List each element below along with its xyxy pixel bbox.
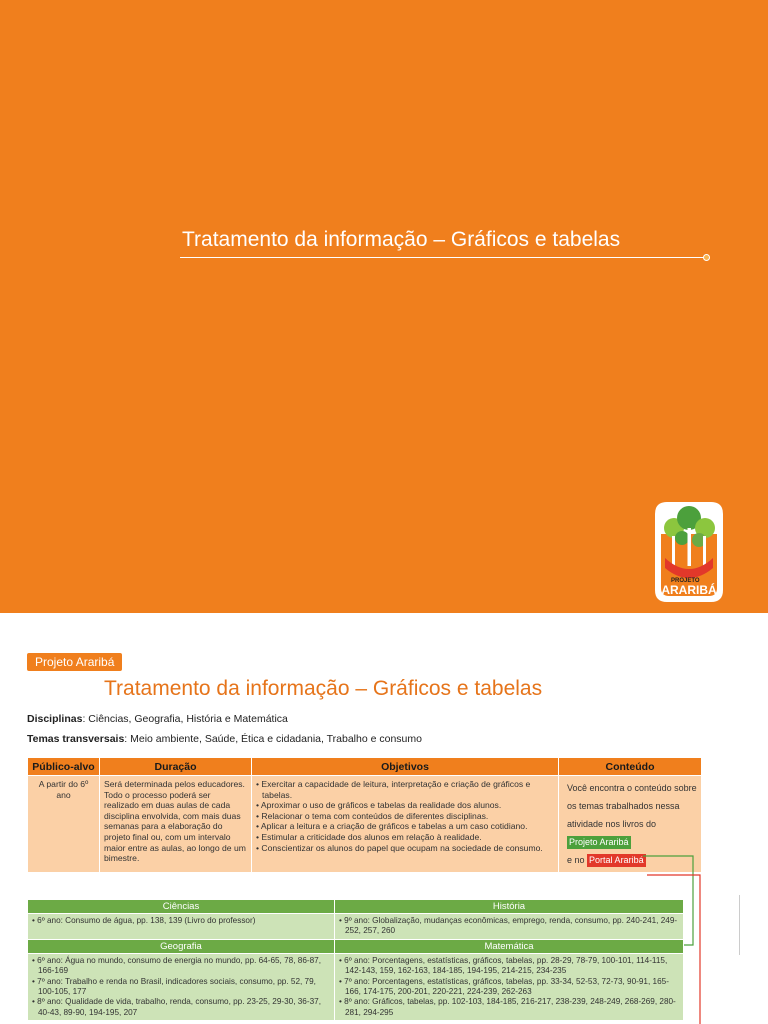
disciplinas-value: : Ciências, Geografia, História e Matemática [82,713,288,725]
header-conteudo: Conteúdo [559,758,702,776]
duracao-cell: Será determinada pelos educadores. Todo o processo poderá ser realizado em duas aulas de cada disciplina envolvida, com mais duas semanas para a elaboração do projeto final ou, com um intervalo maior entre as aulas, ao longo de um bimestre. [100,776,252,873]
grid-row [28,914,684,940]
temas-value: : Meio ambiente, Saúde, Ética e cidadania, Trabalho e consumo [124,733,422,745]
temas-label: Temas transversais [27,733,125,745]
grid-row [28,953,684,1020]
ciencias-item: • 6º ano: Consumo de água, pp. 138, 139 (Livro do professor) [32,916,256,925]
geografia-header: Geografia [28,939,335,953]
ciencias-cell [28,914,335,940]
logo-text-top: PROJETO [671,578,700,584]
cover-title: Tratamento da informação – Gráficos e tabelas [182,228,621,251]
temas-line [27,733,422,745]
cover-title-underline [180,257,704,258]
matematica-item: • 8º ano: Gráficos, tabelas, pp. 102-103, 184-185, 216-217, 238-239, 248-249, 268-269, 280-281, 294-295 [339,997,676,1017]
objetivo-item: • Conscientizar os alunos do papel que ocupam na sociedade de consumo. [256,842,543,853]
objetivo-item: • Estimular a criticidade dos alunos em relação à realidade. [256,831,482,842]
objetivo-item: • Aproximar o uso de gráficos e tabelas da realidade dos alunos. [256,800,502,811]
disciplinas-label: Disciplinas [27,713,83,725]
geografia-item: • 6º ano: Água no mundo, consumo de energia no mundo, pp. 64-65, 78, 86-87, 166-169 [32,955,321,976]
historia-header: História [335,900,684,914]
table-row [28,776,702,873]
matematica-header: Matemática [335,939,684,953]
projeto-arariba-logo [651,498,727,606]
matematica-item: • 7º ano: Porcentagens, estatísticas, gráficos, tabelas, pp. 33-34, 52-53, 72-73, 90-91, 165-166, 174-175, 200-201, 220-221, 224-239, 262-263 [339,976,669,997]
objetivos-cell [252,776,559,873]
objetivo-item: • Exercitar a capacidade de leitura, interpretação e criação de gráficos e tabelas. [256,779,531,800]
header-duracao: Duração [100,758,252,776]
disciplinas-line [27,713,288,725]
geografia-item: • 8º ano: Qualidade de vida, trabalho, renda, consumo, pp. 23-25, 29-30, 36-37, 40-43, 89-90, 194-195, 207 [32,997,321,1017]
objetivo-item: • Relacionar o tema com conteúdos de diferentes disciplinas. [256,810,489,821]
conteudo-mid-text: e no [567,855,585,865]
subjects-grid [27,899,684,1021]
table-header-row [28,758,702,776]
portal-arariba-link[interactable]: Portal Araribá [589,855,644,865]
matematica-item: • 6º ano: Porcentagens, estatísticas, gráficos, tabelas, pp. 28-29, 78-79, 100-101, 114-115, 142-143, 159, 162-163, 184-185, 194-195, 214-215, 234-235 [339,955,668,976]
geografia-cell [28,953,335,1020]
document-title: Tratamento da informação – Gráficos e tabelas [104,677,543,700]
project-info-table [27,757,702,873]
geografia-item: • 7º ano: Trabalho e renda no Brasil, indicadores sociais, consumo, pp. 52, 79, 100-105, 177 [32,976,316,997]
historia-cell [335,914,684,940]
header-publico-alvo: Público-alvo [28,758,100,776]
logo-text-bottom: ARARIBÁ [661,583,717,597]
side-margin-mark [736,895,744,955]
ciencias-header: Ciências [28,900,335,914]
matematica-cell [335,953,684,1020]
grid-header-row [28,900,684,914]
historia-item: • 9º ano: Globalização, mudanças econômicas, emprego, renda, consumo, pp. 240-241, 249-252, 257, 260 [339,916,678,936]
conteudo-text: Você encontra o conteúdo sobre os temas trabalhados nessa atividade nos livros do [567,783,697,829]
projeto-arariba-link[interactable]: Projeto Araribá [569,837,629,847]
header-objetivos: Objetivos [252,758,559,776]
cover-underline-dot [703,254,710,261]
objetivo-item: • Aplicar a leitura e a criação de gráficos e tabelas a um caso cotidiano. [256,821,528,832]
publico-alvo-cell: A partir do 6º ano [28,776,100,873]
projeto-arariba-badge: Projeto Araribá [27,653,122,671]
grid-header-row [28,939,684,953]
